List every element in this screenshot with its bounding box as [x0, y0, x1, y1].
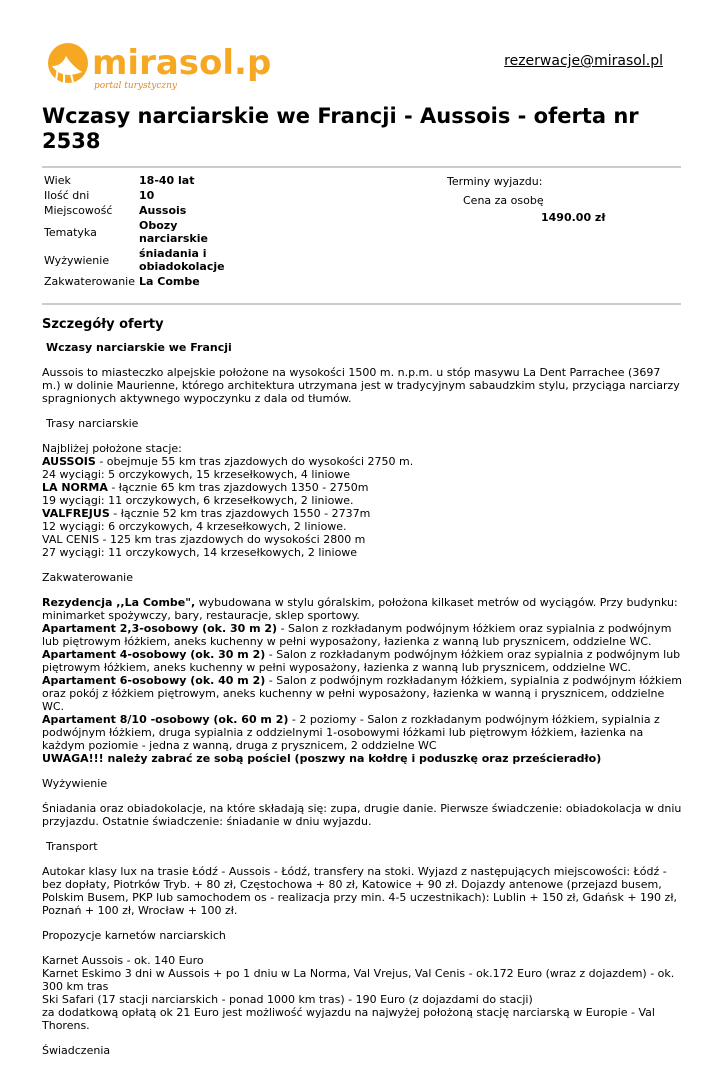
info-row	[42, 173, 231, 188]
offer-info-table	[42, 173, 231, 289]
trasy-intro: Najbliżej położone stacje:	[42, 442, 182, 455]
divider	[42, 303, 681, 305]
station-lifts: 24 wyciągi: 5 orczykowych, 15 krzesełkowych, 4 liniowe	[42, 468, 351, 481]
warning-note: UWAGA!!! należy zabrać ze sobą pościel (poszwy na kołdrę i poduszkę oraz prześcieradło)	[42, 752, 602, 765]
section-label-trasy: Trasy narciarskie	[46, 417, 139, 430]
info-key: Ilość dni	[44, 189, 90, 202]
details-heading: Szczegóły oferty	[42, 317, 164, 332]
info-value: La Combe	[139, 275, 200, 288]
info-value: Aussois	[139, 204, 187, 217]
apartment-name: Apartament 4-osobowy (ok. 30 m 2)	[42, 648, 266, 661]
info-key: Wiek	[44, 174, 71, 187]
info-key: Wyżywienie	[44, 253, 110, 267]
station-name: AUSSOIS	[42, 455, 96, 468]
section-label-karnety: Propozycje karnetów narciarskich	[42, 929, 226, 942]
divider	[42, 166, 681, 168]
apartment-desc: - Salon z podwójnym rozkładanym łóżkiem, sypialnia z podwójnym łóżkiem oraz pokój z łóżkiem piętrowym, aneks kuchenny w pełni wyposażony, łazienka w wanną i prysznicem, oddzielne WC.	[42, 674, 682, 713]
station-desc: - łącznie 65 km tras zjazdowych 1350 - 2750m	[107, 481, 369, 494]
station-name: LA NORMA	[42, 481, 108, 494]
info-key: Zakwaterowanie	[44, 275, 136, 288]
karnet-item: Karnet Aussois - ok. 140 Euro	[42, 954, 204, 967]
zakwaterowanie-paragraph	[42, 596, 682, 765]
price-label: Cena za osobę	[463, 194, 544, 207]
apartment-name: Apartament 8/10 -osobowy (ok. 60 m 2)	[42, 713, 289, 726]
section-label-swiadczenia: Świadczenia	[42, 1044, 111, 1057]
info-row	[42, 218, 231, 246]
station-lifts: 19 wyciągi: 11 orczykowych, 6 krzesełkowych, 2 liniowe.	[42, 494, 354, 507]
info-row	[42, 246, 231, 274]
info-value: 18-40 lat	[139, 174, 195, 187]
station-desc: - łącznie 52 km tras zjazdowych 1550 - 2737m	[109, 507, 371, 520]
apartment-name: Apartament 6-osobowy (ok. 40 m 2)	[42, 674, 266, 687]
terms-label: Terminy wyjazdu:	[447, 175, 543, 188]
station-desc: VAL CENIS - 125 km tras zjazdowych do wysokości 2800 m	[42, 533, 366, 546]
info-value: Obozy narciarskie	[139, 219, 208, 245]
station-desc: - obejmuje 55 km tras zjazdowych do wysokości 2750 m.	[95, 455, 414, 468]
apartment-name: Apartament 2,3-osobowy (ok. 30 m 2)	[42, 622, 278, 635]
karnety-paragraph	[42, 954, 682, 1032]
section-label-wyzywienie: Wyżywienie	[42, 777, 108, 790]
page-title: Wczasy narciarskie we Francji - Aussois - oferta nr 2538	[42, 104, 639, 153]
sun-logo-icon	[42, 36, 272, 96]
info-row	[42, 188, 231, 203]
price-value: 1490.00 zł	[541, 211, 606, 224]
karnet-item: Ski Safari (17 stacji narciarskich - ponad 1000 km tras) - 190 Euro (z dojazdami do stacji)	[42, 993, 533, 1006]
intro-paragraph: Aussois to miasteczko alpejskie położone na wysokości 1500 m. n.p.m. u stóp masywu La Dent Parrachee (3697 m.) w dolinie Maurienne, którego architektura utrzymana jest w tradycyjnym sabaudzkim stylu, przyciąga narciarzy spragnionych aktywnego wypoczynku z dala od tłumów.	[42, 366, 680, 405]
apartment-desc: - Salon z rozkładanym podwójnym łóżkiem oraz sypialnia z podwójnym lub piętrowym łóżkiem, aneks kuchenny w pełni wyposażony, łazienka z wanną lub prysznicem, oddzielne WC.	[42, 622, 672, 648]
residence-name: Rezydencja ,,La Combe",	[42, 596, 196, 609]
apartment-desc: - 2 poziomy - Salon z rozkładanym podwójnym łóżkiem, sypialnia z podwójnym łóżkiem, druga sypialnia z oddzielnymi 1-osobowymi łóżkami lub piętrowym łóżkiem, łazienka na każdym poziomie - jedna z wanną, druga z prysznicem, 2 oddzielne WC	[42, 713, 660, 752]
trasy-paragraph	[42, 442, 682, 559]
station-name: VALFREJUS	[42, 507, 110, 520]
mirasol-logo[interactable]	[42, 36, 272, 96]
karnet-item: za dodatkową opłatą ok 21 Euro jest możliwość wyjazdu na najwyżej położoną stację narciarską w Europie - Val Thorens.	[42, 1006, 655, 1032]
details-subtitle: Wczasy narciarskie we Francji	[46, 341, 232, 354]
section-label-zakwaterowanie: Zakwaterowanie	[42, 571, 134, 584]
wyzywienie-paragraph: Śniadania oraz obiadokolacje, na które składają się: zupa, drugie danie. Pierwsze świadczenie: obiadokolacja w dniu przyjazdu. Ostatnie świadczenie: śniadanie w dniu wyjazdu.	[42, 802, 682, 828]
residence-desc: wybudowana w stylu góralskim, położona kilkaset metrów od wyciągów. Przy budynku: minimarket spożywczy, bary, restauracje, sklep sportowy.	[42, 596, 678, 622]
info-key: Tematyka	[44, 225, 97, 239]
karnet-item: Karnet Eskimo 3 dni w Aussois + po 1 dniu w La Norma, Val Vrejus, Val Cenis - ok.172 Euro (wraz z dojazdem) - ok. 300 km tras	[42, 967, 675, 993]
transport-paragraph: Autokar klasy lux na trasie Łódź - Aussois - Łódź, transfery na stoki. Wyjazd z następujących miejscowości: Łódź - bez dopłaty, Piotrków Tryb. + 80 zł, Częstochowa + 80 zł, Katowice + 90 zł. Dojazdy antenowe (przejazd busem, Polskim Busem, PKP lub samochodem os - realizacja przy min. 4-5 uczestnikach): Lublin + 150 zł, Gdańsk + 190 zł, Poznań + 100 zł, Wrocław + 100 zł.	[42, 865, 677, 917]
info-row	[42, 274, 231, 289]
logo-text: mirasol.pl	[92, 43, 272, 83]
station-lifts: 12 wyciągi: 6 orczykowych, 4 krzesełkowych, 2 liniowe.	[42, 520, 347, 533]
info-value: śniadania i obiadokolacje	[139, 247, 225, 273]
section-label-transport: Transport	[46, 840, 98, 853]
info-value: 10	[139, 189, 155, 202]
apartment-desc: - Salon z rozkładanym podwójnym łóżkiem oraz sypialnia z podwójnym lub piętrowym łóżkiem, aneks kuchenny w pełni wyposażony, łazienka z wanną lub prysznicem, oddzielne WC.	[42, 648, 681, 674]
email-link[interactable]: rezerwacje@mirasol.pl	[504, 53, 663, 69]
logo-tagline: portal turystyczny	[94, 81, 177, 91]
station-lifts: 27 wyciągi: 11 orczykowych, 14 krzesełkowych, 2 liniowe	[42, 546, 358, 559]
info-row	[42, 203, 231, 218]
info-key: Miejscowość	[44, 204, 113, 217]
offer-details	[42, 317, 682, 1069]
